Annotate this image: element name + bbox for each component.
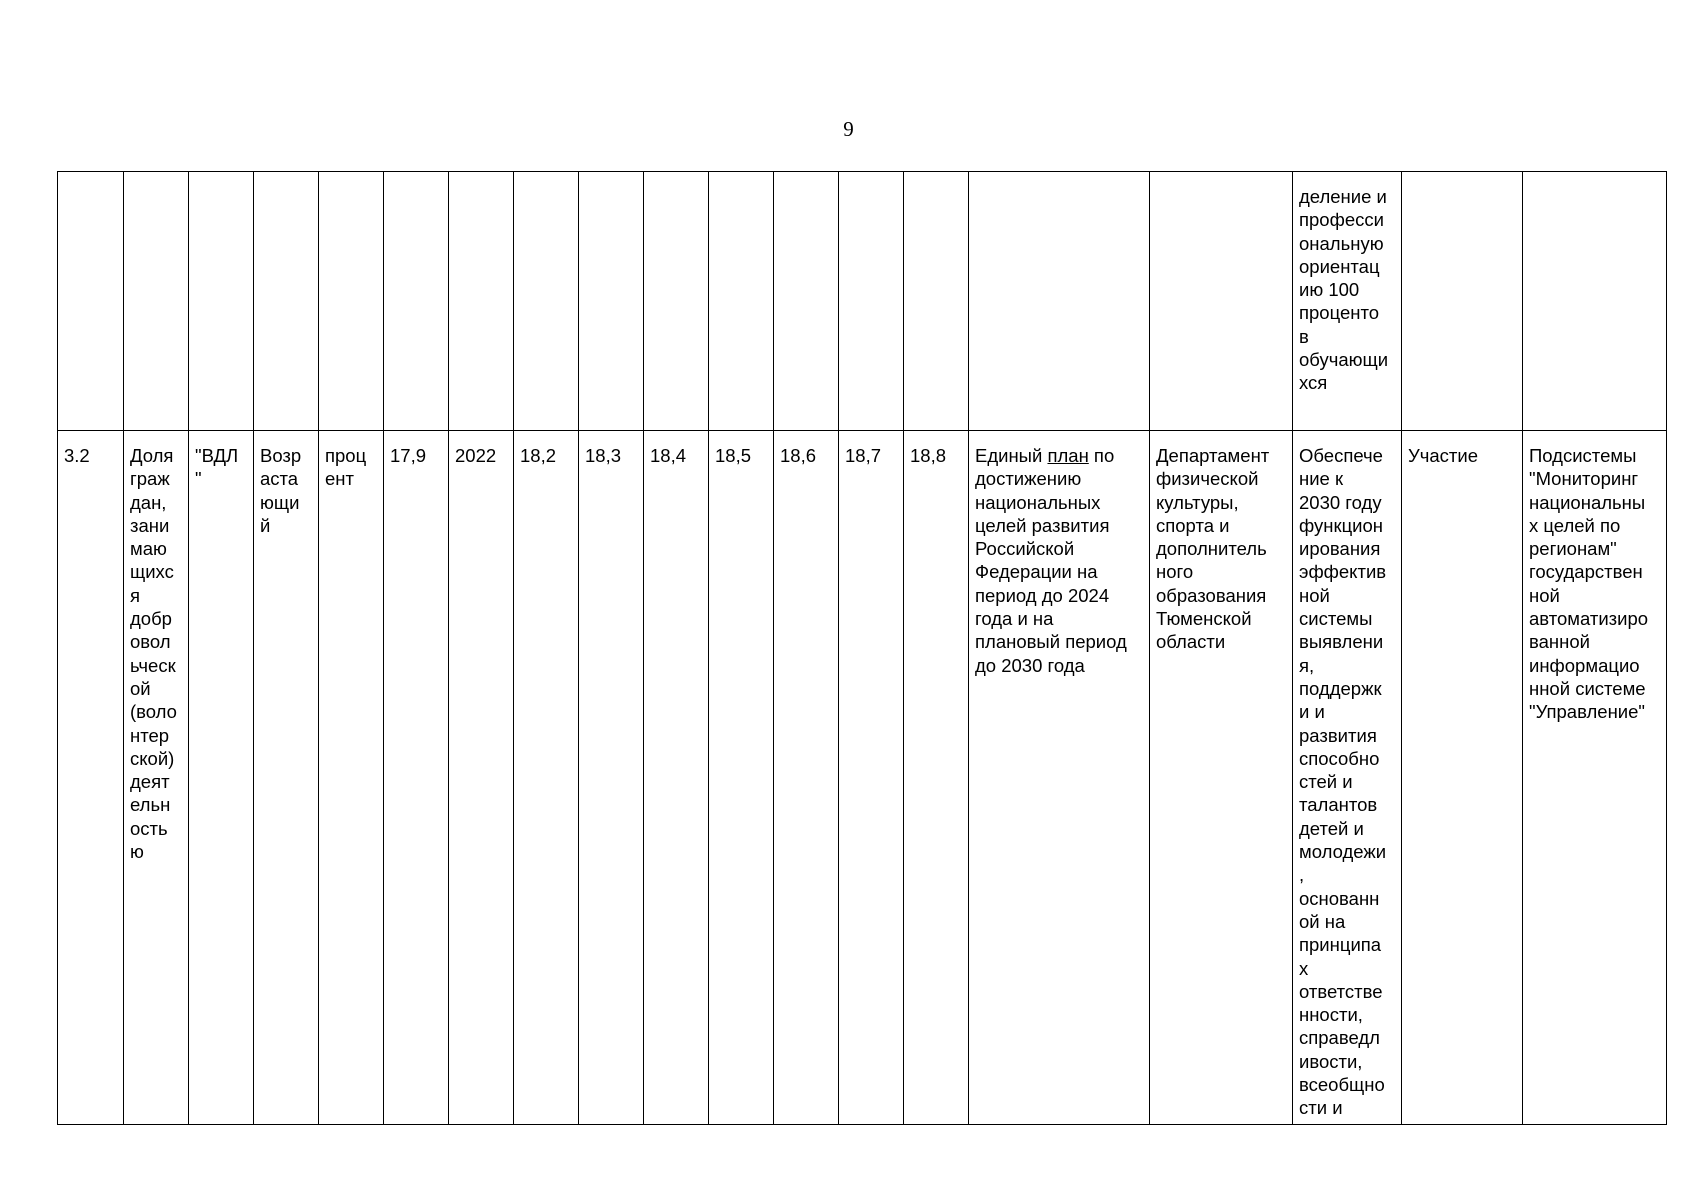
cell-trend: Возр аста ющи й	[254, 431, 319, 1125]
cell-goal: деление и професси ональную ориентац ию 100 проценто в обучающи хся	[1293, 172, 1402, 431]
cell-value-1	[514, 172, 579, 431]
cell-value-3: 18,4	[644, 431, 709, 1125]
cell-document	[969, 172, 1150, 431]
cell-base-year	[449, 172, 514, 431]
table-row-3-2	[58, 431, 1667, 1125]
cell-code	[189, 172, 254, 431]
cell-participation: Участие	[1402, 431, 1523, 1125]
cell-value-6: 18,7	[839, 431, 904, 1125]
cell-value-7	[904, 172, 969, 431]
cell-base-year: 2022	[449, 431, 514, 1125]
document-text-post: по достижению национальных целей развития Российской Федерации на период до 2024 года и на плановый период до 2030 года	[975, 445, 1127, 676]
cell-value-2: 18,3	[579, 431, 644, 1125]
cell-system: Подсистемы "Мониторинг национальны х целей по регионам" государствен ной автоматизиро ванной информацио нной системе "Управление"	[1523, 431, 1667, 1125]
cell-value-7: 18,8	[904, 431, 969, 1125]
page-number: 9	[843, 117, 854, 141]
cell-value-1: 18,2	[514, 431, 579, 1125]
document-text-pre: Единый	[975, 445, 1048, 466]
cell-value-5: 18,6	[774, 431, 839, 1125]
cell-participation	[1402, 172, 1523, 431]
cell-system	[1523, 172, 1667, 431]
cell-num: 3.2	[58, 431, 124, 1125]
cell-value-4: 18,5	[709, 431, 774, 1125]
indicators-table	[57, 171, 1667, 1125]
cell-goal: Обеспече ние к 2030 году функцион ирования эффектив ной системы выявлени я, поддержк и и развития способно стей и талантов детей и молодежи , основанн ой на принципа х ответстве нности, справедл ивости, всеобщно сти и	[1293, 431, 1402, 1125]
cell-unit: проц ент	[319, 431, 384, 1125]
cell-value-4	[709, 172, 774, 431]
cell-document	[969, 431, 1150, 1125]
cell-num	[58, 172, 124, 431]
cell-base-value: 17,9	[384, 431, 449, 1125]
table-row-continuation	[58, 172, 1667, 431]
cell-value-2	[579, 172, 644, 431]
cell-responsible: Департамент физической культуры, спорта и дополнитель ного образования Тюменской области	[1150, 431, 1293, 1125]
cell-responsible	[1150, 172, 1293, 431]
cell-value-5	[774, 172, 839, 431]
cell-base-value	[384, 172, 449, 431]
cell-code: "ВДЛ "	[189, 431, 254, 1125]
cell-name: Доля граж дан, зани маю щихс я добр овол ьческ ой (воло нтер ской) деят ельн ость ю	[124, 431, 189, 1125]
cell-value-6	[839, 172, 904, 431]
cell-unit	[319, 172, 384, 431]
cell-value-3	[644, 172, 709, 431]
plan-link[interactable]: план	[1047, 445, 1089, 466]
cell-trend	[254, 172, 319, 431]
cell-name	[124, 172, 189, 431]
